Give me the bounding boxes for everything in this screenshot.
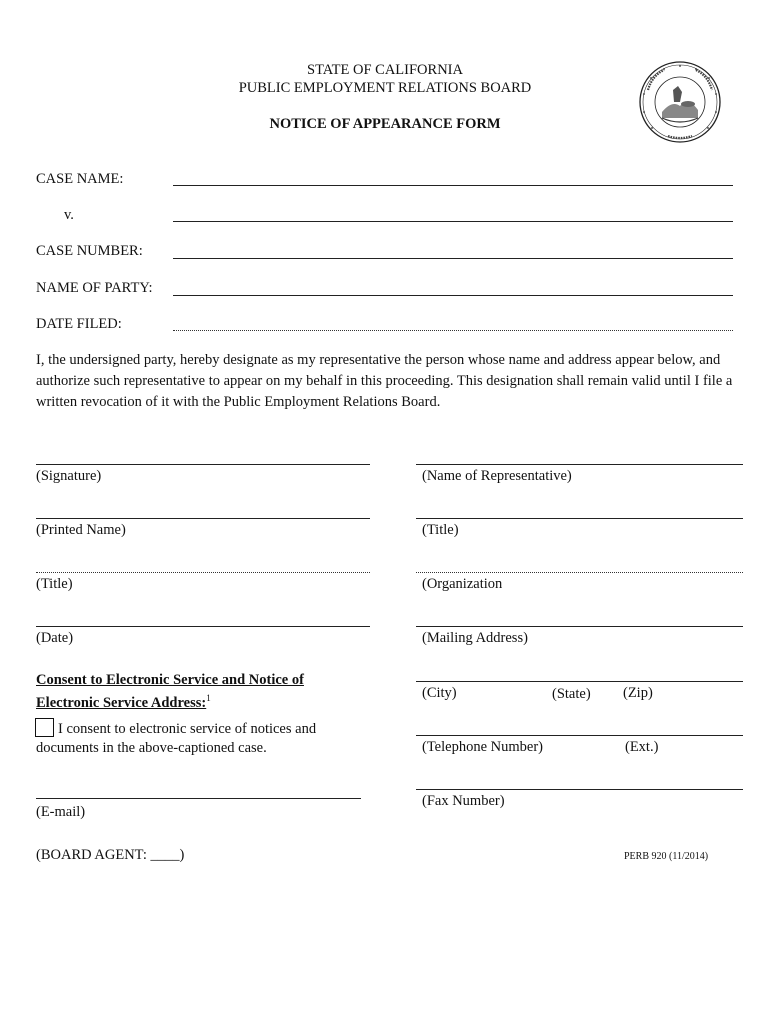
respondent-name-line[interactable] xyxy=(173,221,733,222)
telephone-line[interactable] xyxy=(416,735,743,736)
party-title-caption: (Title) xyxy=(36,576,73,592)
extension-caption: (Ext.) xyxy=(625,739,659,755)
signature-caption: (Signature) xyxy=(36,468,102,484)
telephone-caption: (Telephone Number) xyxy=(422,739,543,755)
designation-paragraph: I, the undersigned party, hereby designate as my representative the person whose name and address appear below, and authorize such representative to appear on my behalf in this proceeding. This designation shall remain valid until I file a written revocation of it with the Public Employment Relations Board. xyxy=(36,352,733,410)
representative-name-line[interactable] xyxy=(416,464,743,465)
representative-title-caption: (Title) xyxy=(422,522,459,538)
name-of-party-label: NAME OF PARTY: xyxy=(36,280,153,296)
email-caption: (E-mail) xyxy=(36,804,86,820)
board-agent-wrap xyxy=(36,846,184,864)
date-caption: (Date) xyxy=(36,630,74,646)
form-title: NOTICE OF APPEARANCE FORM xyxy=(269,116,501,132)
case-number-line[interactable] xyxy=(173,258,733,259)
board-heading: PUBLIC EMPLOYMENT RELATIONS BOARD xyxy=(238,80,532,96)
consent-heading-line2-wrap xyxy=(36,689,211,712)
versus-label: v. xyxy=(64,207,74,223)
signature-line[interactable] xyxy=(36,464,370,465)
case-name-label: CASE NAME: xyxy=(36,171,124,187)
representative-title-line[interactable] xyxy=(416,518,743,519)
email-line[interactable] xyxy=(36,798,361,799)
city-state-zip-line[interactable] xyxy=(416,681,743,682)
board-agent-label: (BOARD AGENT: xyxy=(36,847,147,863)
consent-statement-line2: documents in the above-captioned case. xyxy=(36,740,267,756)
mailing-address-line[interactable] xyxy=(416,626,743,627)
case-name-line[interactable] xyxy=(173,185,733,186)
case-number-label: CASE NUMBER: xyxy=(36,243,143,259)
board-agent-blank[interactable]: ____) xyxy=(150,847,185,863)
fax-caption: (Fax Number) xyxy=(422,793,505,809)
representative-name-caption: (Name of Representative) xyxy=(422,468,572,484)
state-heading: STATE OF CALIFORNIA xyxy=(307,62,463,78)
organization-line[interactable] xyxy=(416,572,743,573)
date-filed-line[interactable] xyxy=(173,330,733,331)
state-caption: (State) xyxy=(552,686,591,702)
zip-caption: (Zip) xyxy=(623,685,653,701)
consent-statement-line1: I consent to electronic service of notices and xyxy=(58,721,317,737)
city-caption: (City) xyxy=(422,685,457,701)
party-title-line[interactable] xyxy=(36,572,370,573)
consent-heading-line1: Consent to Electronic Service and Notice of xyxy=(36,672,304,688)
consent-heading-line2: Electronic Service Address: xyxy=(36,694,207,711)
california-seal-icon xyxy=(638,60,722,144)
footnote-marker: 1 xyxy=(206,693,211,703)
name-of-party-line[interactable] xyxy=(173,295,733,296)
electronic-service-consent-checkbox[interactable] xyxy=(35,718,54,737)
mailing-address-caption: (Mailing Address) xyxy=(422,630,528,646)
organization-caption: (Organization xyxy=(422,576,503,592)
fax-line[interactable] xyxy=(416,789,743,790)
printed-name-line[interactable] xyxy=(36,518,370,519)
printed-name-caption: (Printed Name) xyxy=(36,522,126,538)
date-filed-label: DATE FILED: xyxy=(36,316,122,332)
form-number: PERB 920 (11/2014) xyxy=(624,851,709,862)
date-line[interactable] xyxy=(36,626,370,627)
